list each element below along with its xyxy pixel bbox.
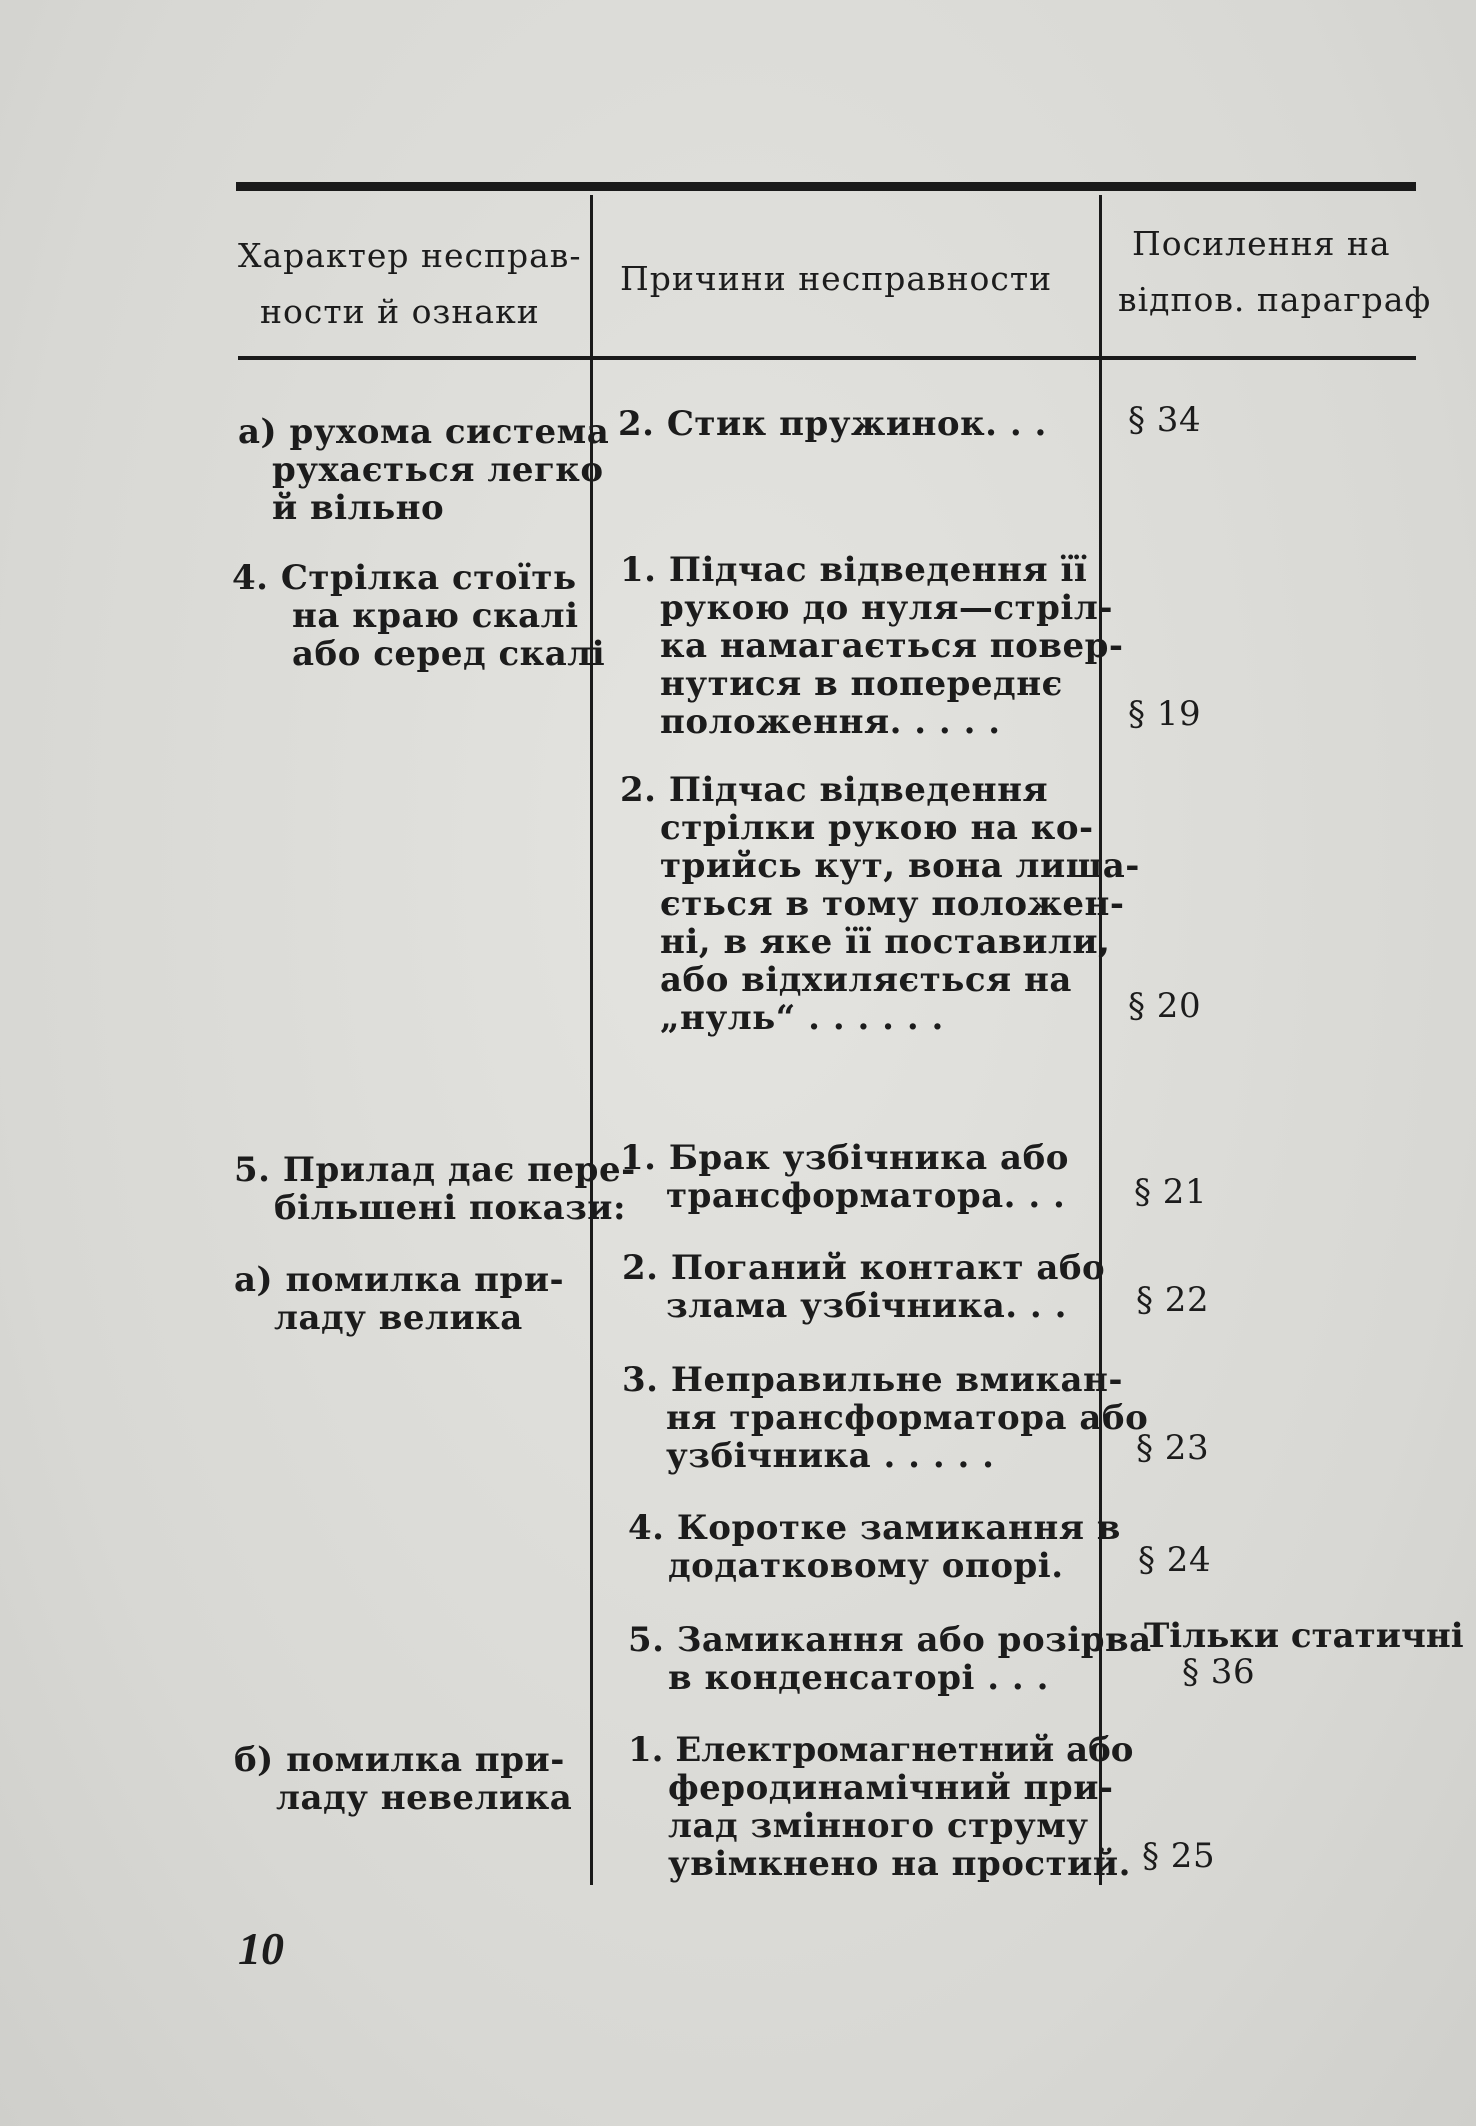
header-col1-line2: ности й ознаки — [260, 292, 540, 331]
top-rule — [236, 182, 1416, 191]
row-a1-col1-line1: а) рухома система — [238, 412, 610, 452]
row-a1-col1-line2: рухається легко — [272, 450, 604, 490]
row-4-2-line1: 2. Підчас відведення — [620, 770, 1049, 810]
row-4-col1-line3: або серед скалі — [292, 634, 606, 674]
row-5-1-ref: § 21 — [1134, 1172, 1208, 1212]
row-4-2-line7: „нуль“ . . . . . . — [660, 998, 944, 1038]
row-5-4-line2: додатковому опорі. — [668, 1546, 1064, 1586]
row-5-3-ref: § 23 — [1136, 1428, 1210, 1468]
row-5-5-ref-line1: Тільки статичні — [1144, 1616, 1464, 1656]
row-5-1-line1: 1. Брак узбічника або — [620, 1138, 1069, 1178]
row-5-3-line3: узбічника . . . . . — [666, 1436, 995, 1476]
row-5-2-line2: злама узбічника. . . — [666, 1286, 1067, 1326]
row-5-col1-line1: 5. Прилад дає пере- — [234, 1150, 636, 1190]
row-4-1-line4: нутися в попереднє — [660, 664, 1063, 704]
row-4-2-line2: стрілки рукою на ко- — [660, 808, 1094, 848]
row-5-4-line1: 4. Коротке замикання в — [628, 1508, 1121, 1548]
row-4-2-line4: ється в тому положен- — [660, 884, 1125, 924]
row-5-5-line2: в конденсаторі . . . — [668, 1658, 1049, 1698]
row-5b-1-line1: 1. Електромагнетний або — [628, 1730, 1134, 1770]
row-4-1-line1: 1. Підчас відведення її — [620, 550, 1088, 590]
row-a1-ref: § 34 — [1128, 400, 1202, 440]
header-col2: Причини несправности — [620, 259, 1053, 298]
row-4-col1-line1: 4. Стрілка стоїть — [232, 558, 577, 598]
row-4-1-ref: § 19 — [1128, 694, 1202, 734]
row-4-1-line2: рукою до нуля—стріл- — [660, 588, 1113, 628]
row-5b-1-line2: феродинамічний при- — [668, 1768, 1114, 1808]
page-number: 10 — [238, 1923, 284, 1974]
header-col3-line2: відпов. параграф — [1118, 280, 1432, 319]
row-5-3-line2: ня трансформатора або — [666, 1398, 1149, 1438]
row-5-2-line1: 2. Поганий контакт або — [622, 1248, 1106, 1288]
header-col3-line1: Посилення на — [1132, 224, 1391, 263]
header-col1-line1: Характер несправ- — [238, 236, 582, 275]
row-a1-col1-line3: й вільно — [272, 488, 445, 528]
row-4-2-ref: § 20 — [1128, 986, 1202, 1026]
row-5-5-ref-line2: § 36 — [1182, 1652, 1256, 1692]
row-5b-col1-line1: б) помилка при- — [234, 1740, 565, 1780]
row-4-2-line5: ні, в яке її поставили, — [660, 922, 1111, 962]
row-5-5-line1: 5. Замикання або розірва — [628, 1620, 1152, 1660]
row-5b-1-ref: § 25 — [1142, 1836, 1216, 1876]
row-5-4-ref: § 24 — [1138, 1540, 1212, 1580]
row-5b-1-line3: лад змінного струму — [668, 1806, 1089, 1846]
row-5b-col1-line2: ладу невелика — [276, 1778, 573, 1818]
row-5b-1-line4: увімкнено на простий. — [668, 1844, 1131, 1884]
row-5a-col1-line1: а) помилка при- — [234, 1260, 565, 1300]
row-5-1-line2: трансформатора. . . — [666, 1176, 1066, 1216]
row-4-1-line5: положення. . . . . — [660, 702, 1001, 742]
row-4-2-line6: або відхиляється на — [660, 960, 1072, 1000]
row-5-col1-line2: більшені покази: — [274, 1188, 627, 1228]
row-5-3-line1: 3. Неправильне вмикан- — [622, 1360, 1123, 1400]
row-5-2-ref: § 22 — [1136, 1280, 1210, 1320]
row-5a-col1-line2: ладу велика — [274, 1298, 523, 1338]
row-4-1-line3: ка намагається повер- — [660, 626, 1124, 666]
row-a1-col2-line1: 2. Стик пружинок. . . — [618, 404, 1047, 444]
header-bottom-rule — [238, 356, 1416, 360]
row-4-col1-line2: на краю скалі — [292, 596, 579, 636]
row-4-2-line3: трийсь кут, вона лиша- — [660, 846, 1140, 886]
